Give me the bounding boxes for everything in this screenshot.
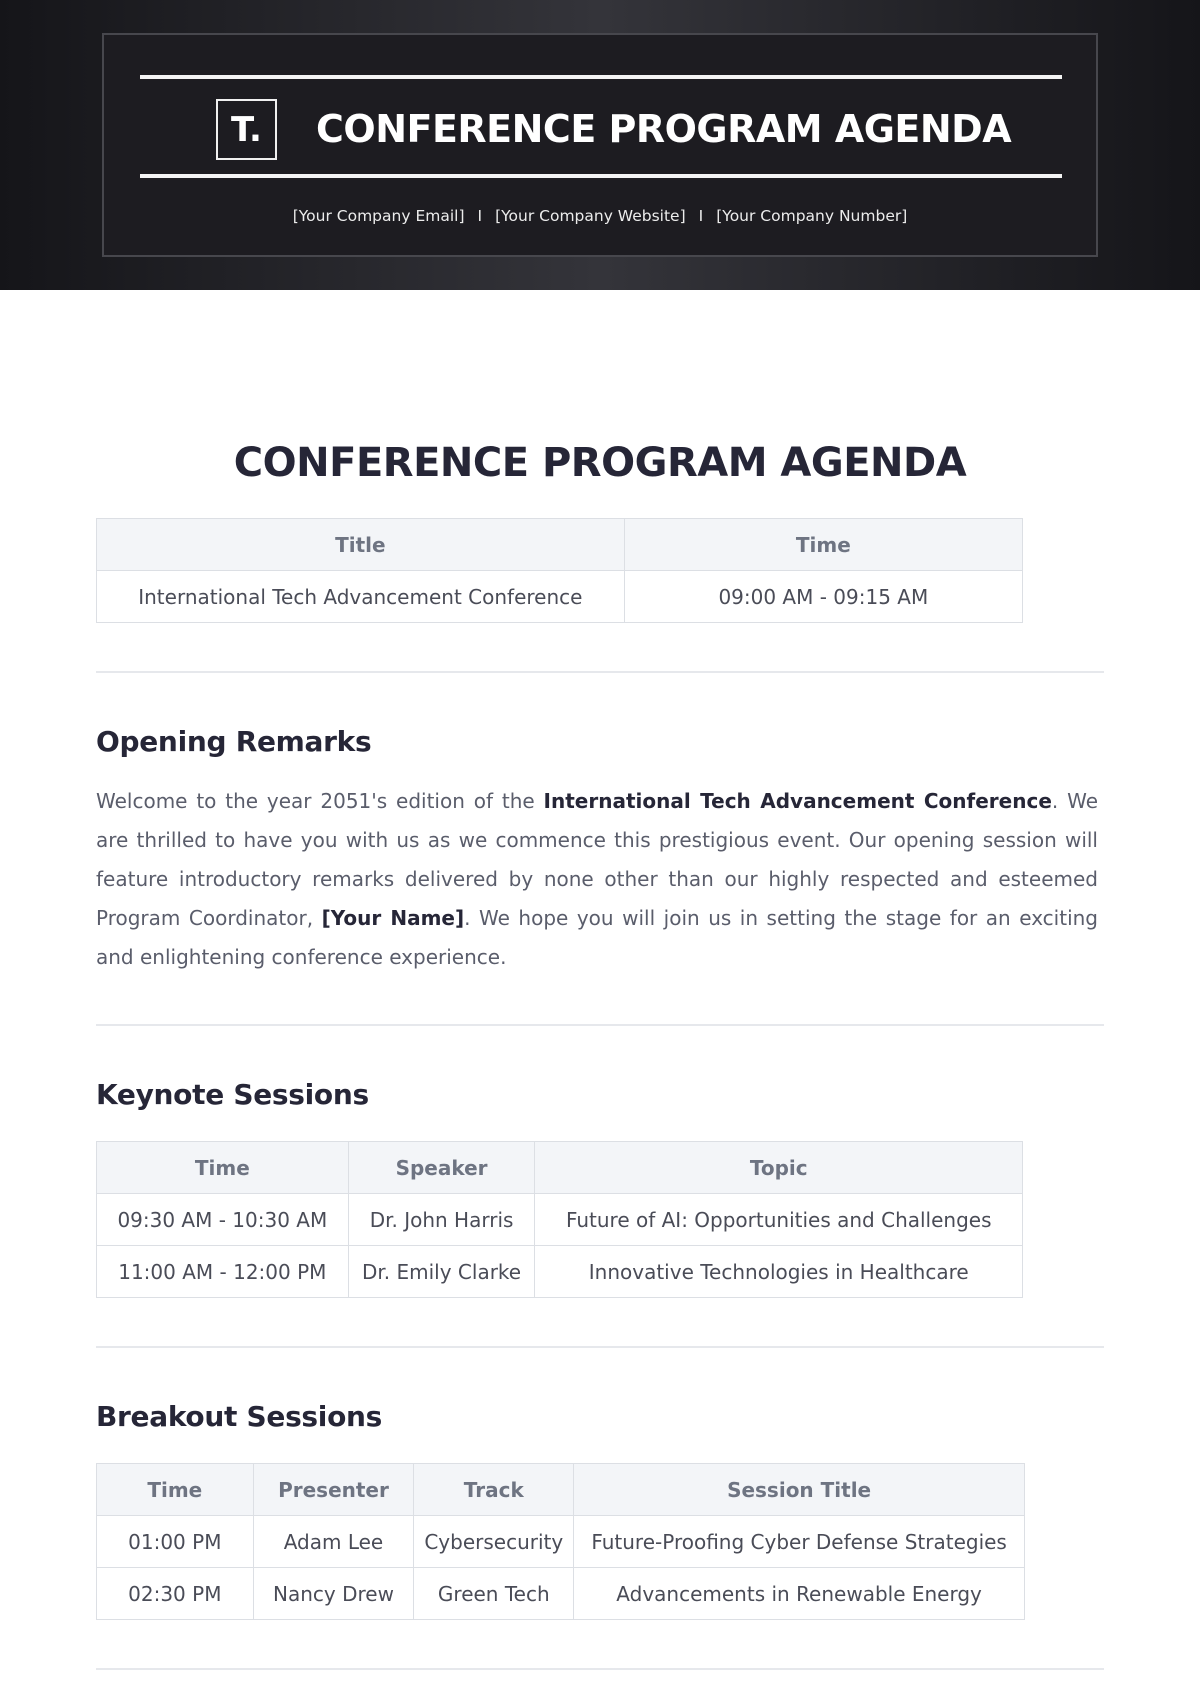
overview-table bbox=[96, 518, 1023, 623]
table-row bbox=[97, 1516, 1025, 1568]
paragraph-text: Welcome to the year 2051's edition of the bbox=[96, 789, 544, 813]
header-title: CONFERENCE PROGRAM AGENDA bbox=[316, 107, 1012, 151]
company-email: [Your Company Email] bbox=[292, 207, 465, 225]
document-title: CONFERENCE PROGRAM AGENDA bbox=[233, 440, 967, 486]
table-cell: Cybersecurity bbox=[414, 1516, 574, 1568]
section-divider bbox=[96, 671, 1104, 673]
column-header-time: Time bbox=[97, 1464, 254, 1516]
table-cell: 09:00 AM - 09:15 AM bbox=[624, 571, 1022, 623]
table-row bbox=[97, 1246, 1023, 1298]
breakout-sessions-heading: Breakout Sessions bbox=[96, 1400, 383, 1433]
header-top-rule bbox=[140, 75, 1062, 79]
table-header-row bbox=[97, 519, 1023, 571]
table-cell: Innovative Technologies in Healthcare bbox=[535, 1246, 1023, 1298]
opening-remarks-heading: Opening Remarks bbox=[96, 725, 372, 758]
column-header-title: Title bbox=[97, 519, 625, 571]
table-cell: Adam Lee bbox=[253, 1516, 414, 1568]
company-logo: T. bbox=[216, 99, 277, 160]
keynote-table bbox=[96, 1141, 1023, 1298]
breakout-table bbox=[96, 1463, 1025, 1620]
table-cell: Future of AI: Opportunities and Challenges bbox=[535, 1194, 1023, 1246]
column-header-session-title: Session Title bbox=[574, 1464, 1025, 1516]
table-cell: International Tech Advancement Conference bbox=[97, 571, 625, 623]
contact-separator: I bbox=[477, 207, 483, 225]
table-header-row bbox=[97, 1142, 1023, 1194]
table-header-row bbox=[97, 1464, 1025, 1516]
opening-remarks-paragraph bbox=[96, 782, 1098, 977]
keynote-sessions-heading: Keynote Sessions bbox=[96, 1078, 369, 1111]
table-cell: Future-Proofing Cyber Defense Strategies bbox=[574, 1516, 1025, 1568]
column-header-time: Time bbox=[97, 1142, 349, 1194]
section-divider bbox=[96, 1668, 1104, 1670]
section-divider bbox=[96, 1024, 1104, 1026]
table-cell: Dr. Emily Clarke bbox=[348, 1246, 535, 1298]
column-header-speaker: Speaker bbox=[348, 1142, 535, 1194]
table-cell: 09:30 AM - 10:30 AM bbox=[97, 1194, 349, 1246]
table-row bbox=[97, 571, 1023, 623]
table-cell: 01:00 PM bbox=[97, 1516, 254, 1568]
paragraph-text: . We hope you will join us in setting the stage for an exciting and enlightening conference experience. bbox=[96, 906, 1098, 969]
column-header-track: Track bbox=[414, 1464, 574, 1516]
table-cell: Dr. John Harris bbox=[348, 1194, 535, 1246]
coordinator-name: [Your Name] bbox=[321, 906, 465, 930]
header-banner bbox=[0, 0, 1200, 290]
company-website: [Your Company Website] bbox=[495, 207, 686, 225]
table-cell: Green Tech bbox=[414, 1568, 574, 1620]
table-row bbox=[97, 1194, 1023, 1246]
column-header-time: Time bbox=[624, 519, 1022, 571]
table-cell: 11:00 AM - 12:00 PM bbox=[97, 1246, 349, 1298]
header-bottom-rule bbox=[140, 174, 1062, 178]
paragraph-text: . We are thrilled to have you with us as we commence this prestigious event. Our opening session will feature introductory remarks delivered by none other than our highly respected and esteemed Program Coordinator, bbox=[96, 789, 1098, 930]
company-number: [Your Company Number] bbox=[716, 207, 908, 225]
section-divider bbox=[96, 1346, 1104, 1348]
table-row bbox=[97, 1568, 1025, 1620]
conference-name: International Tech Advancement Conference bbox=[543, 789, 1052, 813]
column-header-topic: Topic bbox=[535, 1142, 1023, 1194]
column-header-presenter: Presenter bbox=[253, 1464, 414, 1516]
table-cell: Advancements in Renewable Energy bbox=[574, 1568, 1025, 1620]
table-cell: 02:30 PM bbox=[97, 1568, 254, 1620]
contact-line bbox=[104, 207, 1096, 225]
header-box bbox=[102, 33, 1098, 257]
table-cell: Nancy Drew bbox=[253, 1568, 414, 1620]
contact-separator: I bbox=[698, 207, 704, 225]
